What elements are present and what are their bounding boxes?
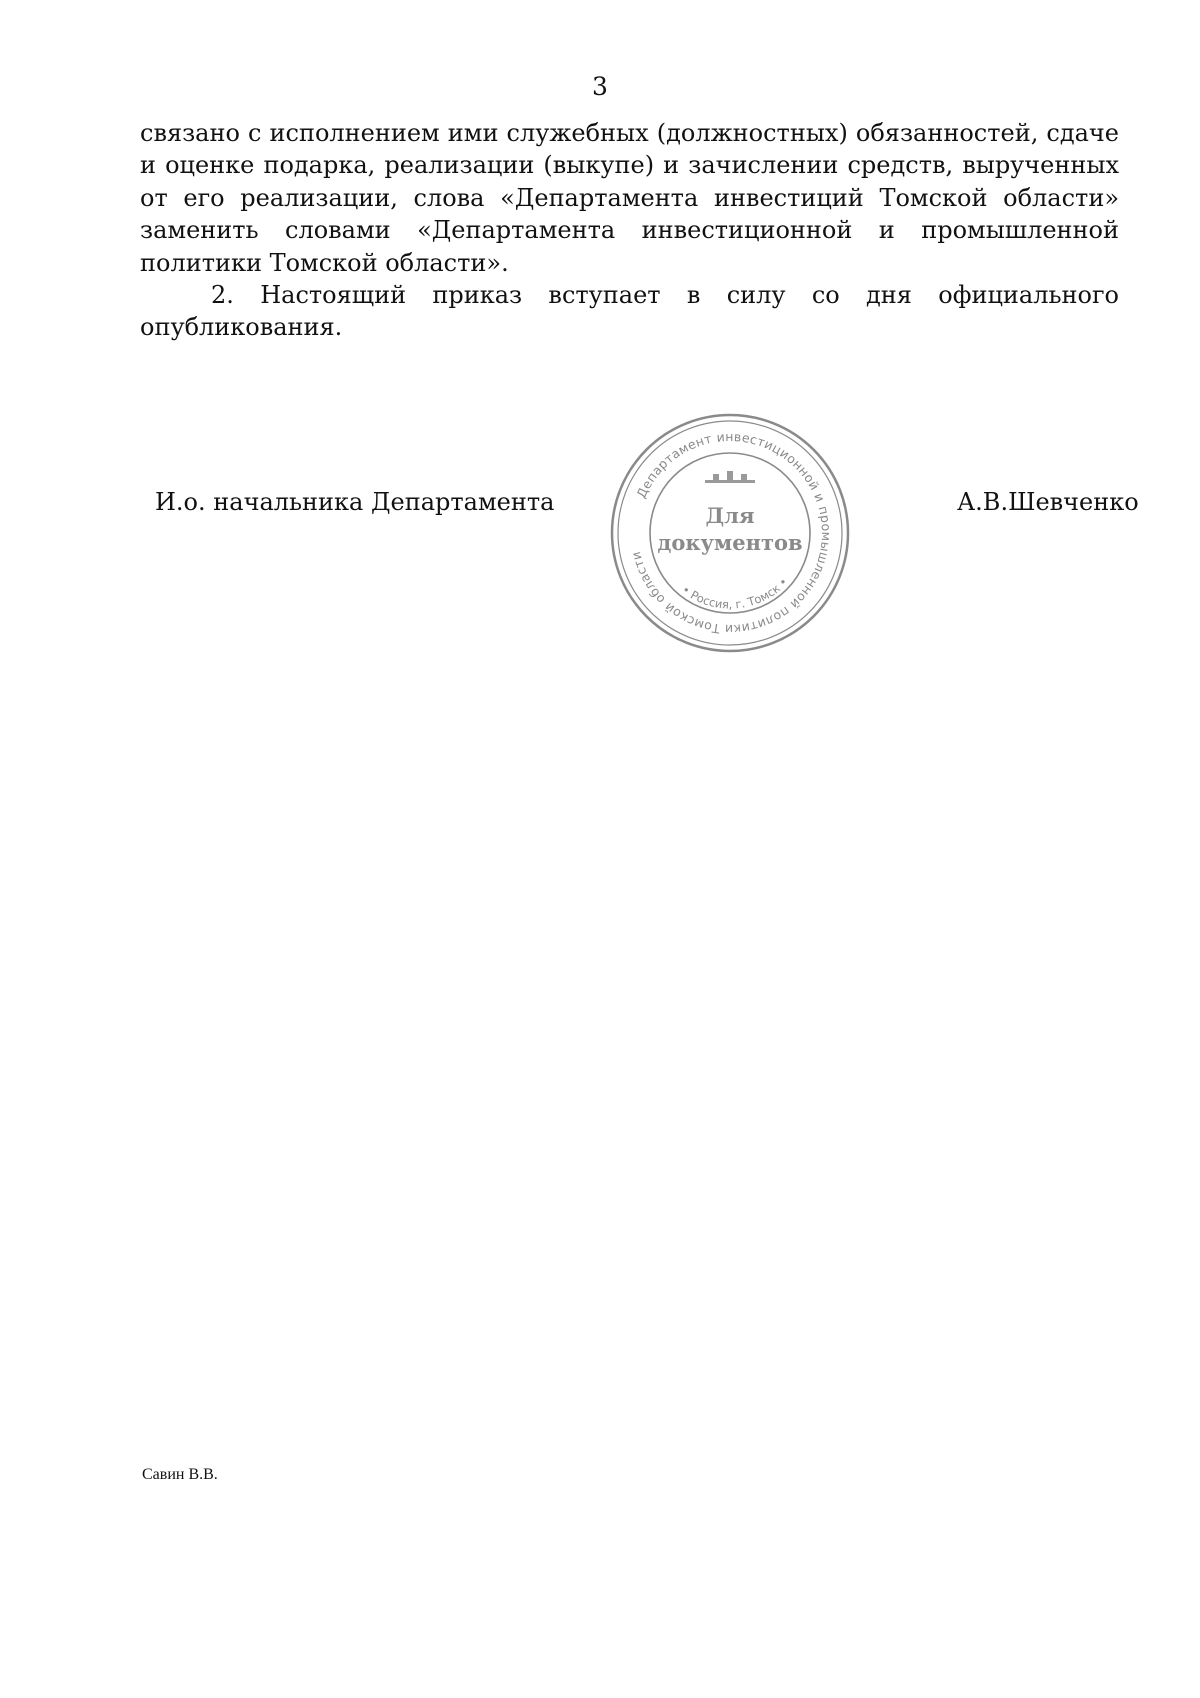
stamp-seal-icon (605, 408, 855, 658)
document-body (140, 117, 1119, 344)
stamp-ring-textpath: Департамент инвестиционной и промышленной политики Томской области (627, 428, 835, 638)
paragraph-item-2: 2. Настоящий приказ вступает в силу со дня официального опубликования. (140, 281, 1119, 342)
executor-name: Савин В.В. (142, 1466, 218, 1483)
paragraph-continuation: связано с исполнением ими служебных (должностных) обязанностей, сдаче и оценке подарка, реализации (выкупе) и зачислении средств, вырученных от его реализации, слова «Департамента инвестиций Томской области» заменить словами «Департамента инвестиционной и промышленной политики Томской области». (140, 119, 1119, 277)
stamp-bottom-textpath: • Россия, г. Томск • (679, 574, 791, 612)
signature-title: И.о. начальника Департамента (155, 488, 555, 516)
page-number: 3 (592, 72, 608, 101)
stamp-center-line-2: документов (657, 530, 803, 555)
signature-name: А.В.Шевченко (957, 488, 1139, 516)
stamp-center-line-1: Для (705, 503, 755, 528)
official-stamp (605, 408, 855, 658)
stamp-emblem-icon (705, 471, 755, 483)
